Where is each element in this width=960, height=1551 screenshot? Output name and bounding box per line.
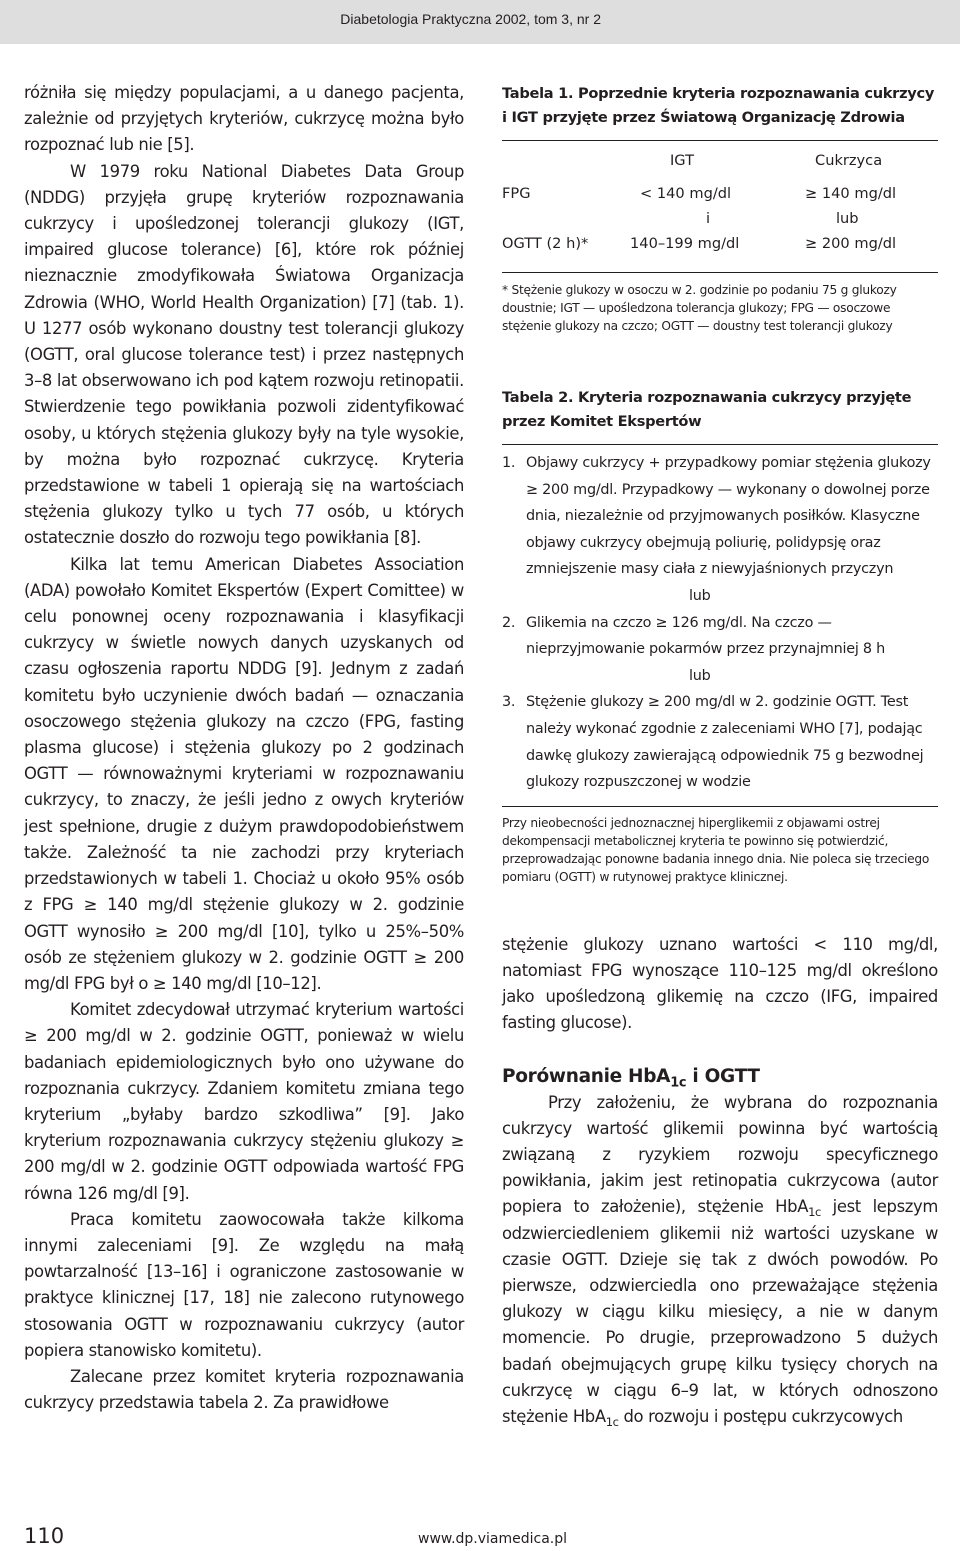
hba1c-subscript: 1c [808, 1205, 821, 1220]
table-1-header-igt: IGT [670, 152, 695, 169]
list-item [502, 689, 938, 795]
left-paragraph-6: Zalecane przez komitet kryteria rozpoznawania cukrzycy przedstawia tabela 2. Za prawidłowe [24, 1366, 464, 1413]
footer-url: www.dp.viamedica.pl [418, 1531, 568, 1547]
right-paragraph-continued: stężenie glukozy uznano wartości < 110 mg/dl, natomiast FPG wynoszące 110–125 mg/dl określono jako upośledzoną glikemię na czczo (IFG, impaired fasting glucose). [502, 934, 938, 1033]
table-2-bottom-rule [502, 806, 938, 807]
table-row [502, 210, 938, 235]
table-1 [502, 82, 938, 335]
list-item-number: 2. [502, 614, 516, 631]
right-paragraph-text-c: do rozwoju i postępu cukrzycowych [618, 1406, 903, 1426]
list-item-number: 1. [502, 455, 516, 471]
table-cell: i [706, 210, 711, 227]
list-item [502, 610, 938, 690]
list-item-text: Glikemia na czczo ≥ 126 mg/dl. Na czczo — nieprzyjmowanie pokarmów przez przynajmniej 8 h [526, 614, 886, 658]
table-cell: < 140 mg/dl [640, 185, 732, 202]
left-paragraph-4: Komitet zdecydował utrzymać kryterium wartości ≥ 200 mg/dl w 2. godzinie OGTT, ponieważ w wielu badaniach epidemiologicznych było ono używane do rozpoznania cukrzycy. Zdaniem komitetu zmiana tego kryterium „byłaby bardzo szkodliwa” [9]. Jako kryterium rozpoznawania cukrzycy stężeniu glukozy ≥ 200 mg/dl w 2. godzinie OGTT odpowiada wartość FPG równa 126 mg/dl [9]. [24, 1000, 464, 1203]
table-2 [502, 386, 938, 886]
table-row [502, 185, 938, 210]
list-item-text: Stężenie glukozy ≥ 200 mg/dl w 2. godzinie OGTT. Test należy wykonać zgodnie z zaleceniami WHO [7], podając dawkę glukozy zawierającą odpowiednik 75 g bezwodnej glukozy rozpuszczonej w wodzie [526, 694, 924, 791]
section-heading-subscript: 1c [670, 1075, 687, 1091]
right-column [502, 82, 938, 1430]
table-cell: FPG [502, 185, 531, 202]
list-item-separator: lub [689, 587, 711, 604]
section-heading-text-a: Porównanie HbA [502, 1065, 671, 1087]
list-item [502, 450, 938, 610]
table-2-top-rule [502, 444, 938, 445]
table-2-list [502, 450, 938, 796]
running-title: Diabetologia Praktyczna 2002, tom 3, nr 2 [340, 11, 601, 27]
list-item-number: 3. [502, 694, 516, 711]
left-paragraph-5: Praca komitetu zaowocowała także kilkoma innymi zaleceniami [9]. Ze względu na małą powtarzalność [13–16] i ograniczone zastosowanie w praktyce klinicznej [17, 18] nie zalecono rutynowego stosowania OGTT w rozpoznawaniu cukrzycy (autor popiera stanowisko komitetu). [24, 1209, 464, 1360]
table-1-header-row [502, 141, 938, 185]
left-column [24, 80, 464, 1416]
list-item-separator: lub [689, 667, 711, 684]
right-paragraph-text-b: jest lepszym odzwierciedleniem glikemii niż wartości uzyskane w czasie OGTT. Dzieje się tak z dwóch powodów. Po pierwsze, odzwierciedla ono przeważające stężenia glukozy w ciągu kilku miesięcy, a nie w danym momencie. Po drugie, przeprowadzono 5 dużych badań obejmujących grupę kilku tysięcy chorych na cukrzycę w ciągu 6–9 lat, w których odnoszono stężenie HbA [502, 1197, 938, 1426]
table-row [502, 235, 938, 260]
table-1-caption: Tabela 1. Poprzednie kryteria rozpoznawania cukrzycy i IGT przyjęte przez Światową Organizację Zdrowia [502, 85, 935, 126]
section-heading-text-b: i OGTT [686, 1065, 760, 1087]
section-heading [502, 1064, 938, 1090]
table-2-footnote: Przy nieobecności jednoznacznej hiperglikemii z objawami ostrej dekompensacji metabolicznej kryteria te powinno się potwierdzić, przeprowadzając ponowne badania innego dnia. Nie poleca się trzeciego pomiaru (OGTT) w rutynowej praktyce klinicznej. [502, 815, 930, 884]
left-paragraph-1: różniła się między populacjami, a u danego pacjenta, zależnie od przyjętych kryteriów, cukrzycę można było rozpoznać lub nie [5]. [24, 83, 464, 155]
page-number: 110 [24, 1524, 65, 1548]
table-cell: OGTT (2 h)* [502, 235, 589, 252]
table-1-bottom-rule [502, 272, 938, 273]
table-1-header-cukrzyca: Cukrzyca [815, 152, 883, 169]
table-cell: ≥ 200 mg/dl [805, 235, 897, 252]
running-header [0, 0, 960, 44]
hba1c-subscript: 1c [605, 1414, 619, 1429]
table-cell: 140–199 mg/dl [630, 235, 740, 252]
right-paragraph-text-a: Przy założeniu, że wybrana do rozpoznania cukrzycy wartość glikemii powinna być wartością związaną z ryzykiem rozwoju specyficznego powikłania, jakim jest retinopatia cukrzycowa (autor popiera to założenie), stężenie HbA [502, 1092, 938, 1217]
table-cell: lub [836, 210, 859, 227]
table-1-footnote: * Stężenie glukozy w osoczu w 2. godzinie po podaniu 75 g glukozy doustnie; IGT — upośledzona tolerancja glukozy; FPG — osoczowe stężenie glukozy na czczo; OGTT — doustny test tolerancji glukozy [502, 283, 897, 333]
table-cell: ≥ 140 mg/dl [805, 185, 897, 202]
list-item-text: Objawy cukrzycy + przypadkowy pomiar stężenia glukozy ≥ 200 mg/dl. Przypadkowy — wykonany o dowolnej porze dnia, niezależnie od przyjmowanych posiłków. Klasyczne objawy cukrzycy obejmują poliurię, polidypsję oraz zmniejszenie masy ciała z niewyjaśnionych przyczyn [526, 455, 931, 578]
left-paragraph-2: W 1979 roku National Diabetes Data Group (NDDG) przyjęła grupę kryteriów rozpoznawania cukrzycy i upośledzonej tolerancji glukozy (IGT, impaired glucose tolerance) [6], które rok później nieznacznie zmodyfikowała Światowa Organizacja Zdrowia (WHO, World Health Organization) [7] (tab. 1). U 1277 osób wykonano doustny test tolerancji glukozy (OGTT, oral glucose tolerance test) i przez następnych 3–8 lat obserwowano ich pod kątem rozwoju retinopatii. Stwierdzenie tego powikłania pozwoli zidentyfikować osoby, u których stężenia glukozy były na tyle wysokie, by można było rozpoznać cukrzycę. Kryteria przedstawione w tabeli 1 opierają się na wartościach stężenia glukozy tylko u tych 77 osób, u których ostatecznie doszło do rozwoju tego powikłania [8]. [24, 161, 464, 548]
table-2-caption: Tabela 2. Kryteria rozpoznawania cukrzycy przyjęte przez Komitet Ekspertów [502, 389, 912, 430]
right-paragraph-section [502, 1090, 938, 1431]
left-paragraph-3: Kilka lat temu American Diabetes Association (ADA) powołało Komitet Ekspertów (Expert Comittee) w celu ponownej oceny rozpoznawania i klasyfikacji cukrzycy w świetle nowych danych uzyskanych od czasu ogłoszenia raportu NDDG [9]. Jednym z zadań komitetu było uczynienie dwóch badań — oznaczania osoczowego stężenia glukozy na czczo (FPG, fasting plasma glucose) i stężenia glukozy po 2 godzinach OGTT — równoważnymi kryteriami w rozpoznawaniu cukrzycy, to znaczy, że jeśli jedno z owych kryteriów jest spełnione, drugie z dużym prawdopodobieństwem także. Zależność ta nie zachodzi przy kryteriach przedstawionych w tabeli 1. Chociaż u około 95% osób z FPG ≥ 140 mg/dl stężenie glukozy w 2. godzinie OGTT wynosiło ≥ 200 mg/dl [10], tylko u 25%–50% osób ze stężeniem glukozy w 2. godzinie OGTT ≥ 200 mg/dl FPG był o ≥ 140 mg/dl [10–12]. [24, 554, 464, 993]
